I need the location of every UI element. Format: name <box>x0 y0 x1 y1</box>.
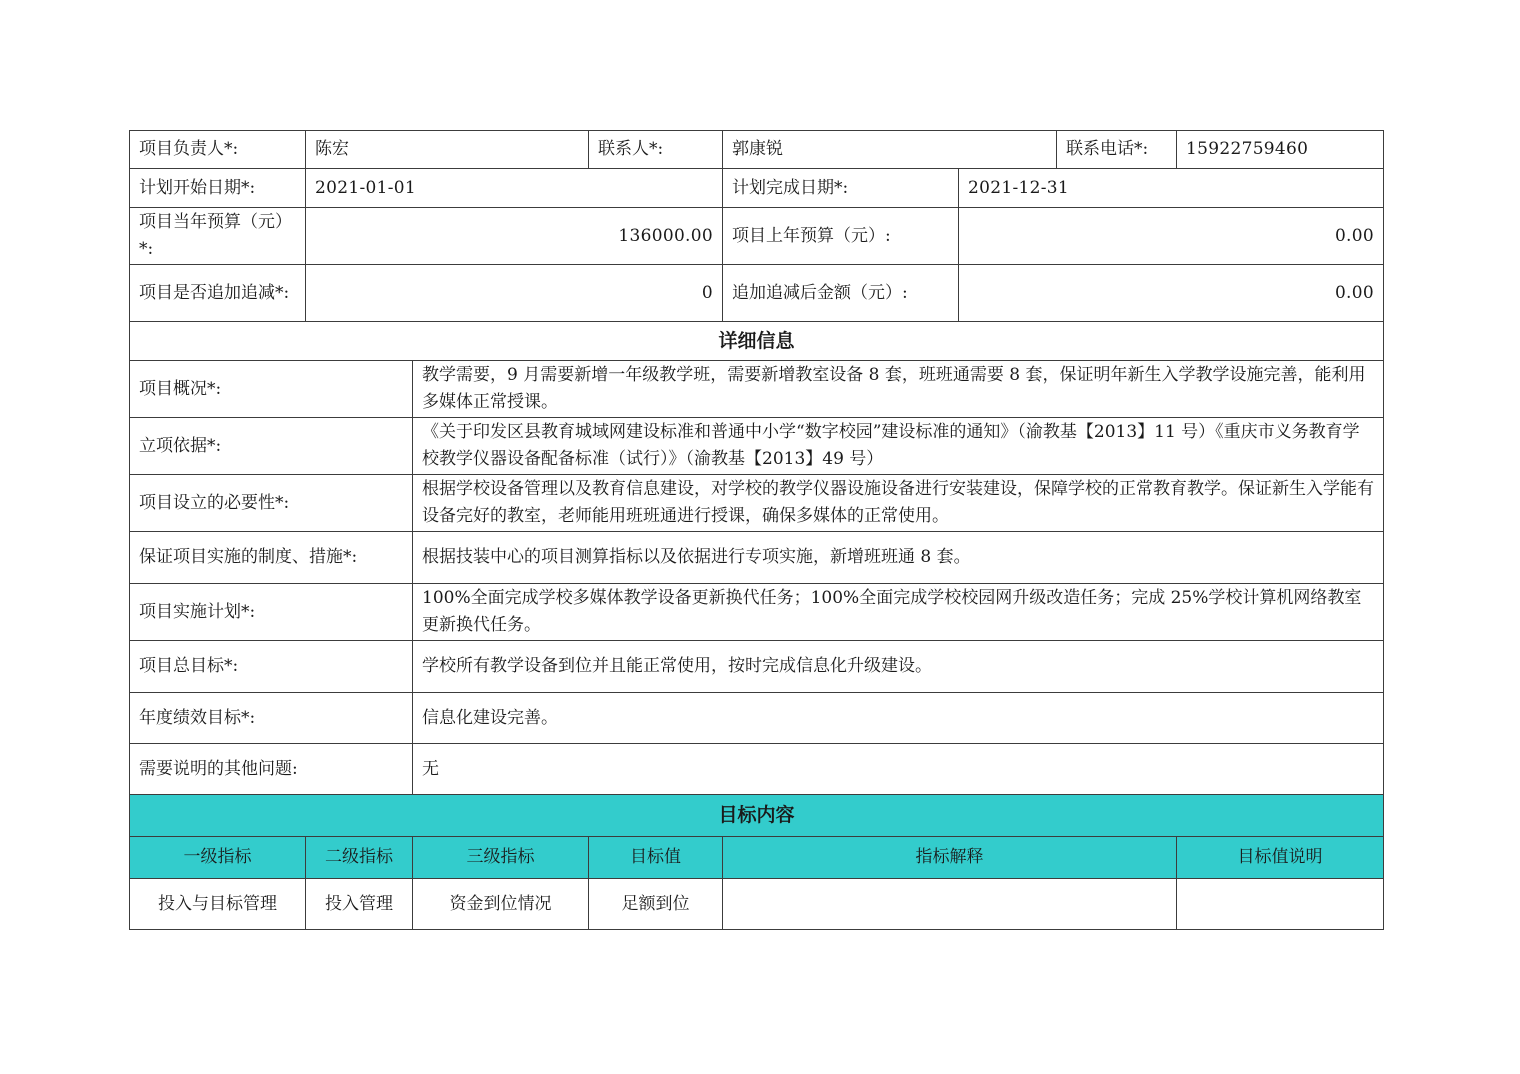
detail-section-header <box>129 322 1384 361</box>
column-header: 目标值 <box>589 837 723 878</box>
detail-text: 无 <box>422 758 439 779</box>
detail-row <box>129 361 1384 418</box>
target-column-headers <box>129 837 1384 879</box>
table-cell: 足额到位 <box>589 879 723 929</box>
phone-value: 15922759460 <box>1186 139 1309 159</box>
detail-label: 项目设立的必要性*: <box>130 475 413 531</box>
column-header: 三级指标 <box>413 837 589 878</box>
detail-label: 立项依据*: <box>130 418 413 474</box>
start-date-label: 计划开始日期*: <box>130 169 306 207</box>
adjust-value: 0 <box>306 265 723 321</box>
detail-text: 教学需要，9 月需要新增一年级教学班，需要新增教室设备 8 套，班班通需要 8 套，保证明年新生入学教学设施完善，能利用多媒体正常授课。 <box>422 365 1366 412</box>
adjusted-amount-label: 追加追减后金额（元）: <box>723 265 959 321</box>
detail-label: 项目总目标*: <box>130 641 413 692</box>
budget-label: 项目当年预算（元）*: <box>130 208 306 264</box>
leader-value: 陈宏 <box>306 131 589 168</box>
detail-label: 需要说明的其他问题: <box>130 744 413 794</box>
phone-label: 联系电话*: <box>1057 131 1177 168</box>
detail-label: 项目实施计划*: <box>130 584 413 640</box>
row-contacts <box>129 130 1384 169</box>
last-budget-label: 项目上年预算（元）: <box>723 208 959 264</box>
detail-row <box>129 418 1384 475</box>
detail-row <box>129 532 1384 584</box>
table-row <box>129 879 1384 930</box>
row-dates <box>129 169 1384 208</box>
detail-heading: 详细信息 <box>718 329 795 352</box>
contact-label: 联系人*: <box>589 131 723 168</box>
row-adjustment <box>129 265 1384 322</box>
project-budget-form <box>129 130 1384 930</box>
column-header: 一级指标 <box>130 837 306 878</box>
detail-row <box>129 641 1384 693</box>
end-date-value: 2021-12-31 <box>968 177 1070 198</box>
column-header: 目标值说明 <box>1237 847 1323 867</box>
detail-label: 项目概况*: <box>130 361 413 417</box>
detail-label: 年度绩效目标*: <box>130 693 413 743</box>
table-cell: 资金到位情况 <box>413 879 589 929</box>
detail-text: 《关于印发区县教育城域网建设标准和普通中小学“数字校园”建设标准的通知》（渝教基【2013】11 号）《重庆市义务教育学校教学仪器设备配备标准（试行）》（渝教基【2013】49 号） <box>422 422 1360 469</box>
detail-text: 100%全面完成学校多媒体教学设备更新换代任务；100%全面完成学校校园网升级改造任务；完成 25%学校计算机网络教室更新换代任务。 <box>422 588 1362 635</box>
adjust-label: 项目是否追加追减*: <box>130 265 306 321</box>
target-heading: 目标内容 <box>718 804 795 826</box>
detail-row <box>129 693 1384 744</box>
budget-value: 136000.00 <box>306 208 723 264</box>
table-cell <box>723 879 1177 929</box>
start-date-value: 2021-01-01 <box>306 169 723 207</box>
end-date-label: 计划完成日期*: <box>723 169 959 207</box>
detail-text: 根据技装中心的项目测算指标以及依据进行专项实施，新增班班通 8 套。 <box>422 547 971 567</box>
target-section-header <box>129 795 1384 837</box>
row-budget <box>129 208 1384 265</box>
column-header: 二级指标 <box>306 837 413 878</box>
detail-text: 学校所有教学设备到位并且能正常使用，按时完成信息化升级建设。 <box>422 656 932 676</box>
detail-text: 信息化建设完善。 <box>422 707 558 728</box>
detail-row <box>129 475 1384 532</box>
column-header: 指标解释 <box>723 837 1177 878</box>
table-cell: 投入管理 <box>306 879 413 929</box>
detail-row <box>129 744 1384 795</box>
adjusted-amount-value: 0.00 <box>1334 282 1374 303</box>
table-cell <box>1177 879 1383 929</box>
detail-label: 保证项目实施的制度、措施*: <box>130 532 413 583</box>
detail-row <box>129 584 1384 641</box>
leader-label: 项目负责人*: <box>130 131 306 168</box>
table-cell: 投入与目标管理 <box>130 879 306 929</box>
contact-value: 郭康锐 <box>723 131 1057 168</box>
last-budget-value: 0.00 <box>1334 225 1374 246</box>
detail-text: 根据学校设备管理以及教育信息建设，对学校的教学仪器设施设备进行安装建设，保障学校的正常教育教学。保证新生入学能有设备完好的教室，老师能用班班通进行授课，确保多媒体的正常使用。 <box>422 479 1374 526</box>
